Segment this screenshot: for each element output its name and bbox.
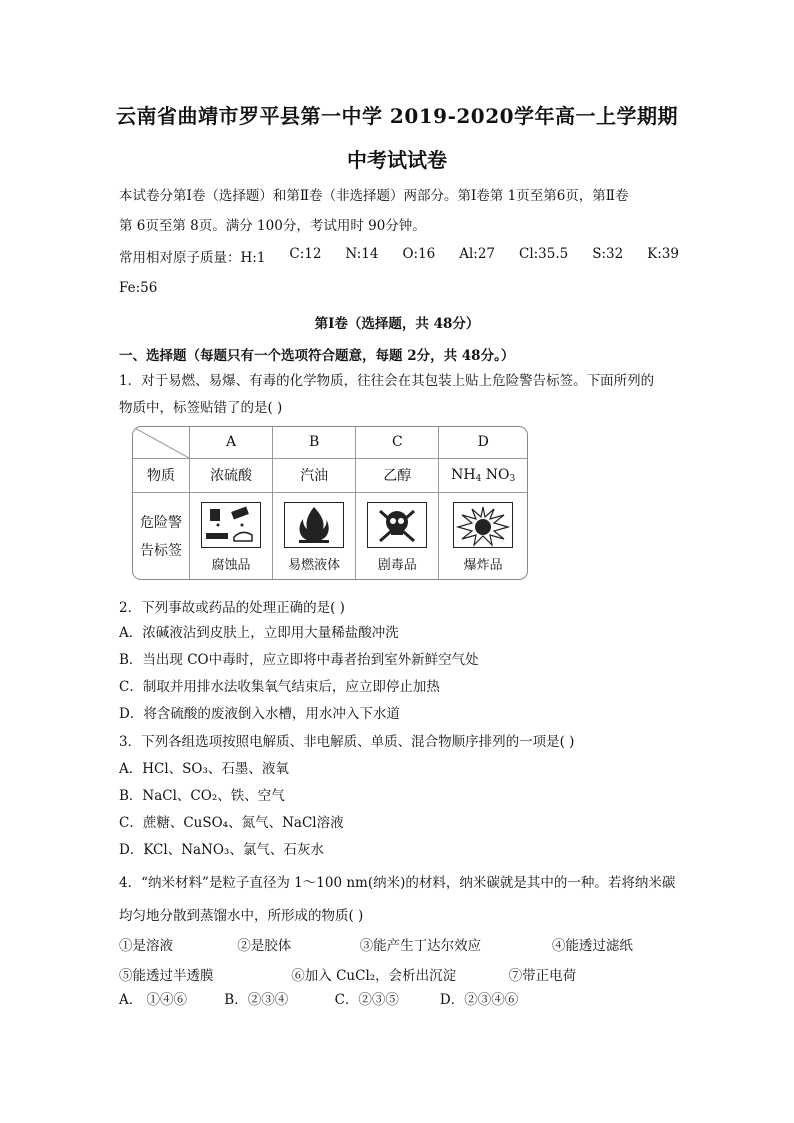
q4-items-row2 xyxy=(119,964,576,984)
q4-answer-d: D．②③④⑥ xyxy=(439,992,519,1008)
atomic-mass-fe: Fe:56 xyxy=(119,280,158,296)
section-instructions: 一、选择题（每题只有一个选项符合题意，每题 2分，共 48分。） xyxy=(119,348,515,364)
substance-a: 浓硫酸 xyxy=(190,458,273,492)
substance-d: $NH_4$ $NO_3$ xyxy=(439,458,527,492)
part1-heading: 第Ⅰ卷（选择题，共 48分） xyxy=(314,316,480,332)
atomic-mass-row xyxy=(119,246,679,266)
col-header-c: C xyxy=(356,427,439,458)
q2-option-c: C．制取并用排水法收集氧气结束后，应立即停止加热 xyxy=(119,679,440,695)
hazard-label-table xyxy=(132,426,528,580)
exam-title-line1: 云南省曲靖市罗平县第一中学 2019-2020学年高一上学期期 xyxy=(115,104,679,128)
explosion-icon xyxy=(453,502,513,548)
q4-item-3: ③能产生丁达尔效应 xyxy=(359,938,482,954)
label-cell-c xyxy=(356,492,439,579)
atomic-mass-cl: Cl:35.5 xyxy=(518,246,569,262)
q4-items-row1 xyxy=(119,934,633,954)
atomic-mass-label: 常用相对原子质量：H:1 xyxy=(119,250,266,266)
skull-icon xyxy=(367,502,427,548)
q4-item-4: ④能透过滤纸 xyxy=(551,938,633,954)
q2-option-d: D．将含硫酸的废液倒入水槽，用水冲入下水道 xyxy=(119,706,400,722)
intro-line1: 本试卷分第Ⅰ卷（选择题）和第Ⅱ卷（非选择题）两部分。第Ⅰ卷第 1页至第6页，第Ⅱ卷 xyxy=(119,188,629,204)
label-toxic: 剧毒品 xyxy=(377,558,417,574)
atomic-mass-o: O:16 xyxy=(402,246,436,262)
substance-b: 汽油 xyxy=(273,458,356,492)
label-explosive: 爆炸品 xyxy=(463,558,503,574)
substance-c: 乙醇 xyxy=(356,458,439,492)
label-cell-d xyxy=(439,492,527,579)
label-flammable-liquid: 易燃液体 xyxy=(288,558,341,574)
atomic-mass-k: K:39 xyxy=(647,246,679,262)
col-header-d: D xyxy=(439,427,527,458)
q4-answer-c: C．②③⑤ xyxy=(334,992,399,1008)
q2-stem: 2．下列事故或药品的处理正确的是( ) xyxy=(119,600,345,616)
intro-line2: 第 6页至第 8页。满分 100分，考试用时 90分钟。 xyxy=(119,218,426,234)
label-corrosive: 腐蚀品 xyxy=(211,558,251,574)
q4-answer-a: A． ①④⑥ xyxy=(119,992,188,1008)
row-header-substance: 物质 xyxy=(133,458,190,492)
q3-option-c: C．蔗糖、CuSO₄、氮气、NaCl溶液 xyxy=(119,815,344,831)
q4-answers xyxy=(119,988,518,1008)
row-header-label: 危险警 告标签 xyxy=(133,492,190,579)
label-cell-b xyxy=(273,492,356,579)
q3-option-b: B．NaCl、CO₂、铁、空气 xyxy=(119,788,285,804)
q2-option-a: A．浓碱液沾到皮肤上，立即用大量稀盐酸冲洗 xyxy=(119,625,399,641)
q3-option-a: A．HCl、SO₃、石墨、液氧 xyxy=(119,761,289,777)
atomic-mass-c: C:12 xyxy=(289,246,322,262)
corrosive-icon xyxy=(201,502,261,548)
q4-item-7: ⑦带正电荷 xyxy=(508,968,577,984)
q2-option-b: B．当出现 CO中毒时，应立即将中毒者抬到室外新鲜空气处 xyxy=(119,652,479,668)
atomic-mass-n: N:14 xyxy=(345,246,379,262)
label-cell-a xyxy=(190,492,273,579)
q3-option-d: D．KCl、NaNO₃、氯气、石灰水 xyxy=(119,842,324,858)
q4-answer-b: B．②③④ xyxy=(224,992,289,1008)
flame-icon xyxy=(284,502,344,548)
q4-stem-line1: 4．“纳米材料”是粒子直径为 1～100 nm(纳米)的材料，纳米碳就是其中的一种。若将纳米碳 xyxy=(119,875,676,891)
atomic-mass-s: S:32 xyxy=(592,246,624,262)
atomic-mass-al: Al:27 xyxy=(459,246,496,262)
q3-stem: 3．下列各组选项按照电解质、非电解质、单质、混合物顺序排列的一项是( ) xyxy=(119,734,575,750)
q4-stem-line2: 均匀地分散到蒸馏水中，所形成的物质( ) xyxy=(119,908,364,924)
q4-item-5: ⑤能透过半透膜 xyxy=(119,968,214,984)
q1-stem-line1: 1．对于易燃、易爆、有毒的化学物质，往往会在其包装上贴上危险警告标签。下面所列的 xyxy=(119,373,655,389)
exam-title-line2: 中考试试卷 xyxy=(347,148,447,172)
q4-item-6: ⑥加入 CuCl₂，会析出沉淀 xyxy=(291,968,457,984)
q1-stem-line2: 物质中，标签贴错了的是( ) xyxy=(119,400,283,416)
table-corner-cell xyxy=(133,427,190,458)
diagonal-line xyxy=(133,427,189,458)
q4-item-2: ②是胶体 xyxy=(237,938,292,954)
col-header-b: B xyxy=(273,427,356,458)
q4-item-1: ①是溶液 xyxy=(119,938,173,954)
col-header-a: A xyxy=(190,427,273,458)
